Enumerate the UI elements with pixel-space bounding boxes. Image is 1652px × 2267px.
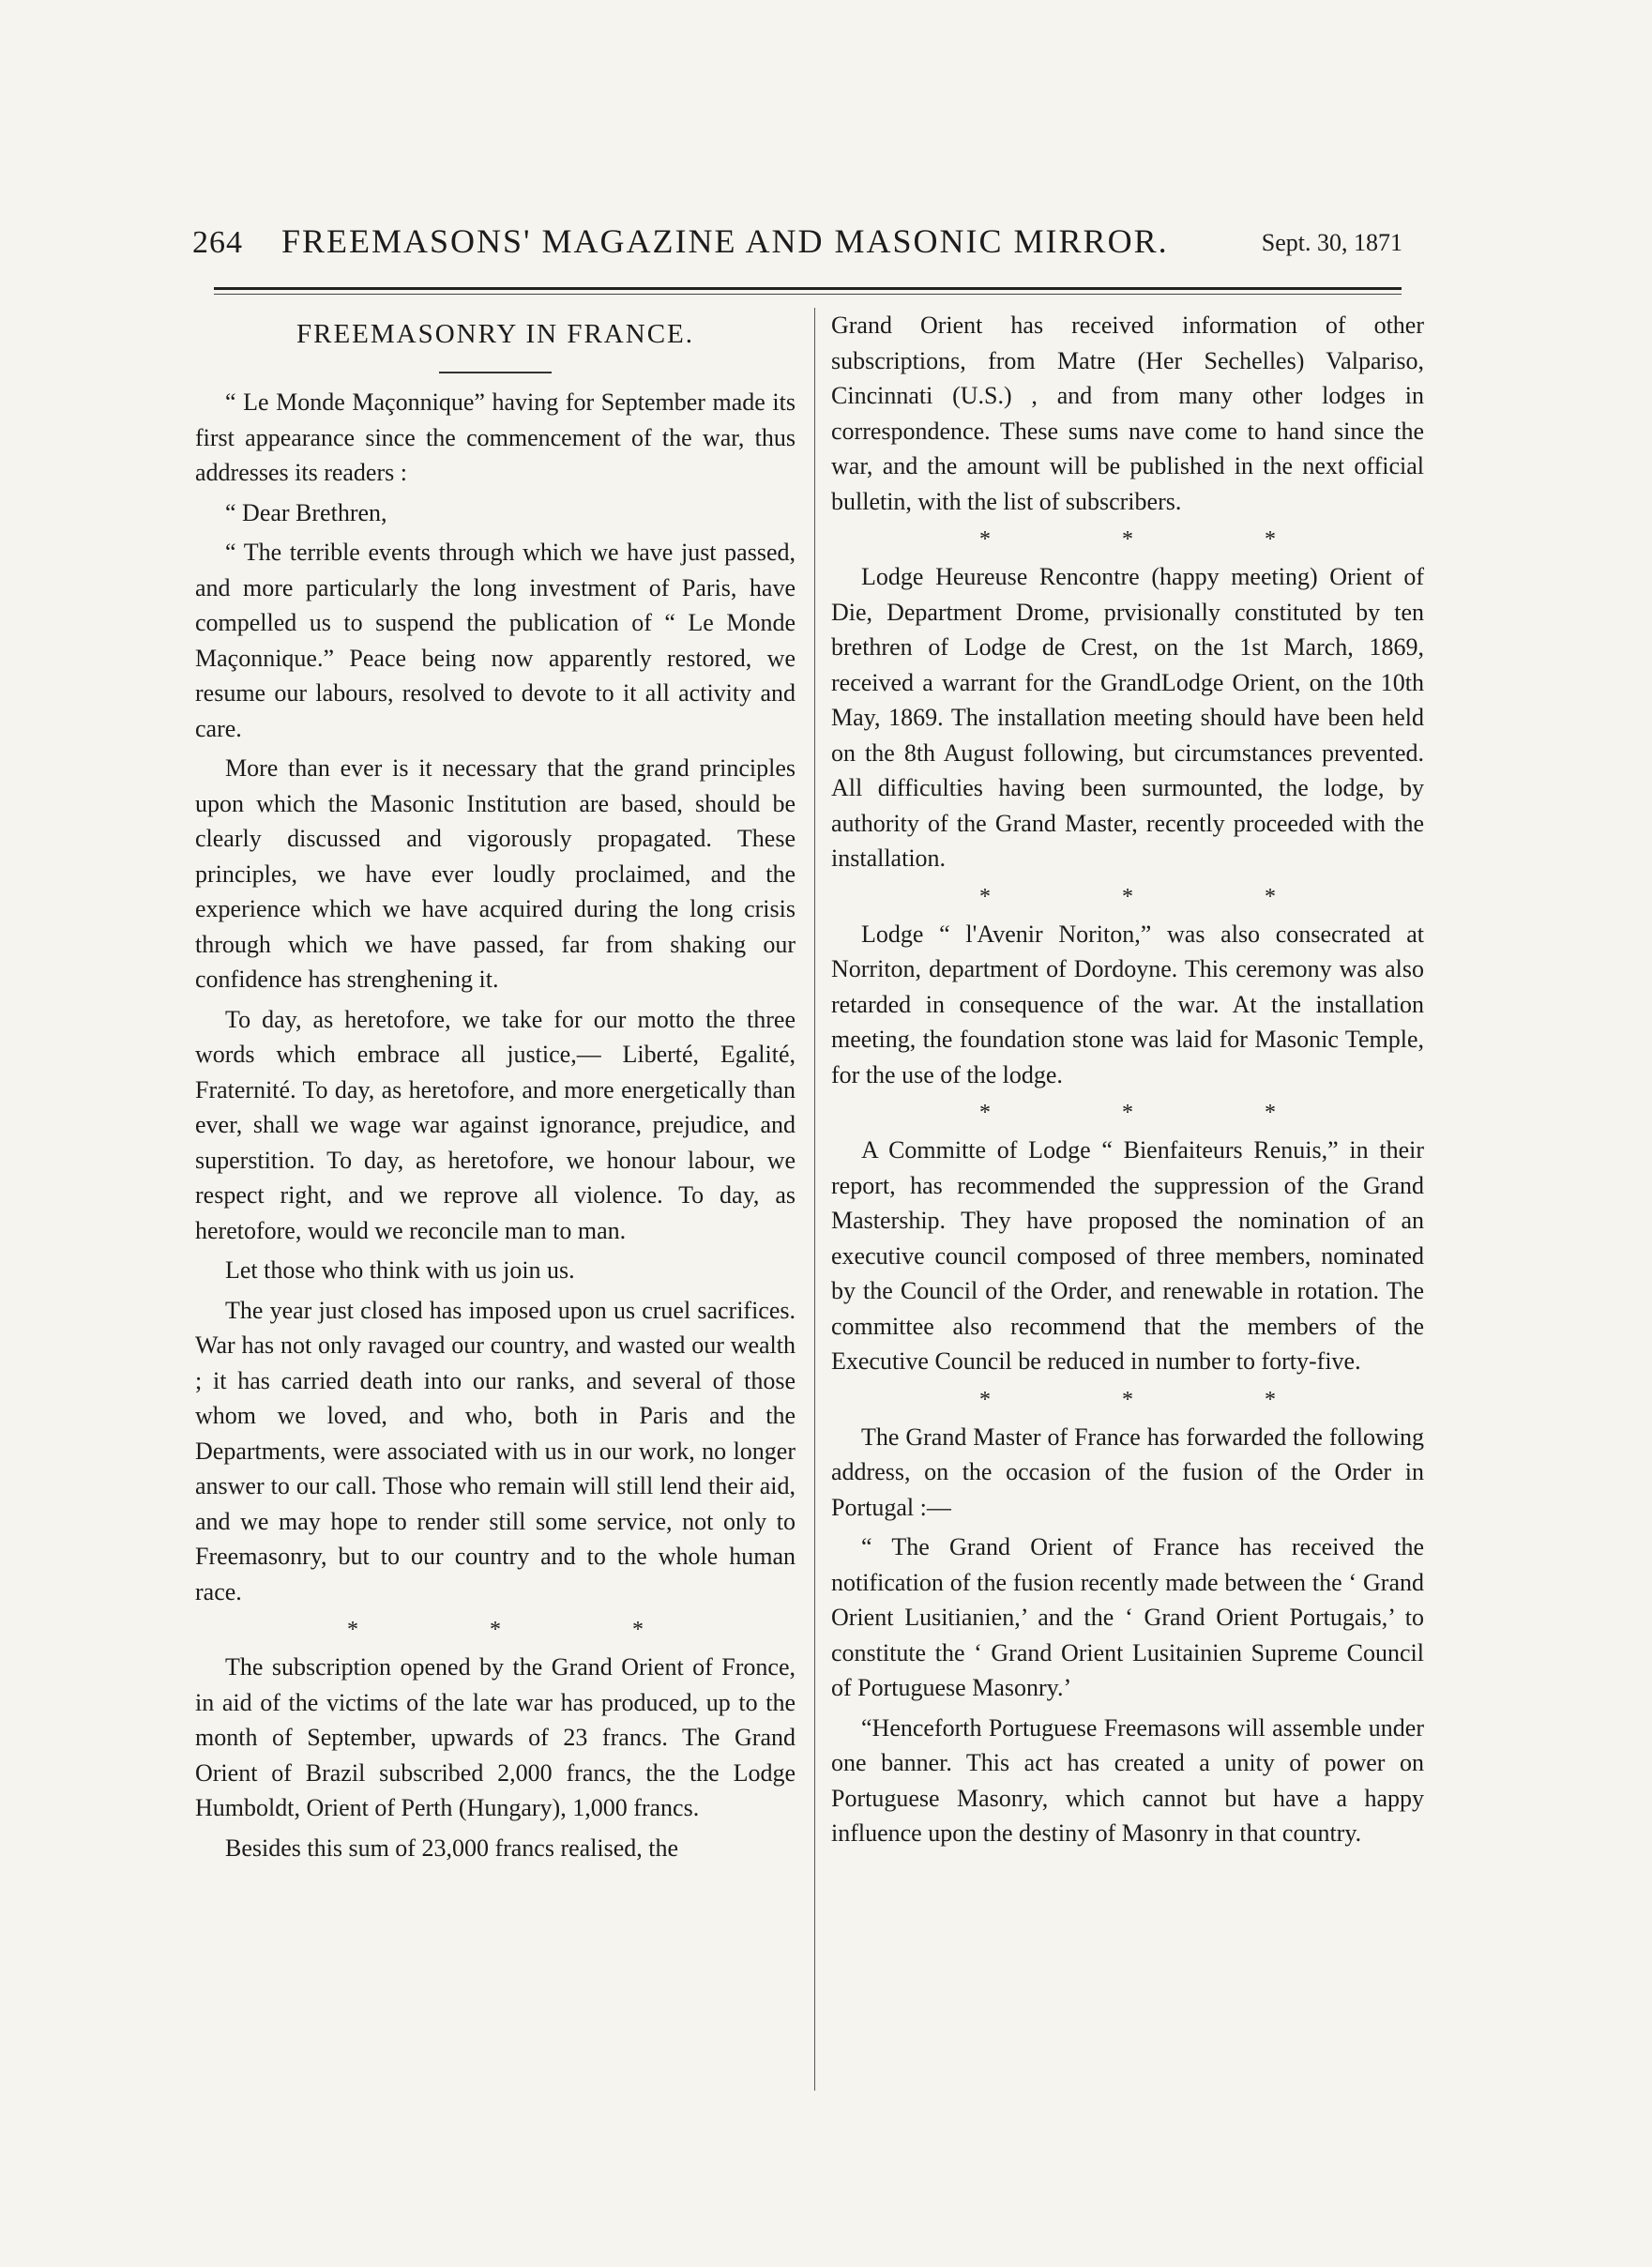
paragraph: To day, as heretofore, we take for our motto the three words which embrace all justice,— Liberté, Egalité, Fraternité. To day, as heretofore, and more energetically than ever, shall we wage war against ignorance, prejudice, and superstition. To day, as heretofore, we honour labour, we respect right, and we reprove all violence. To day, as heretofore, would we reconcile man to man. [195,1005,796,1244]
paragraph: “ Dear Brethren, [225,498,387,526]
issue-date: Sept. 30, 1871 [1261,229,1402,256]
title-rule [439,372,552,373]
right-column [831,308,1424,1856]
section-separator [831,1384,1424,1416]
asterisk: * [347,1618,358,1642]
paragraph: “ The Grand Orient of France has received the notification of the fusion recently made between the ‘ Grand Orient Lusitianien,’ and the ‘ Grand Orient Portugais,’ to constitute the ‘ Grand Orient Lusitainien Supreme Council of Portuguese Masonry.’ [831,1533,1424,1701]
asterisk: * [979,527,991,552]
paragraph: Grand Orient has received information of other subscriptions, from Matre (Her Sechelles) Valpariso, Cincinnati (U.S.) , and from many other lodges in correspondence. These sums nave come to hand since the war, and the amount will be published in the next official bulletin, with the list of subscribers. [831,312,1424,515]
journal-title: FREEMASONS' MAGAZINE AND MASONIC MIRROR. [281,222,1169,260]
section-separator [831,1097,1424,1129]
asterisk: * [490,1618,501,1642]
paragraph: The subscription opened by the Grand Orient of Fronce, in aid of the victims of the late war has produced, up to the month of September, upwards of 23 francs. The Grand Orient of Brazil subscribed 2,000 francs, the the Lodge Humboldt, Orient of Perth (Hungary), 1,000 francs. [195,1653,796,1821]
asterisk: * [979,884,991,909]
header-rule-thick [214,287,1402,290]
page-number: 264 [192,225,243,260]
asterisk: * [1122,527,1133,552]
asterisk: * [1265,527,1276,552]
asterisk: * [632,1618,644,1642]
asterisk: * [979,1387,991,1412]
section-separator [831,881,1424,913]
section-separator [831,524,1424,555]
asterisk: * [1122,1101,1133,1125]
paragraph: Besides this sum of 23,000 francs realised, the [225,1833,679,1862]
asterisk: * [1265,1387,1276,1412]
paragraph: Lodge “ l'Avenir Noriton,” was also consecrated at Norriton, department of Dordoyne. This ceremony was also retarded in consequence of the war. At the installation meeting, the foundation stone was laid for Masonic Temple, for the use of the lodge. [831,920,1424,1088]
asterisk: * [1265,884,1276,909]
paragraph: Let those who think with us join us. [225,1256,575,1284]
left-column [195,308,796,1870]
running-header [192,220,1402,272]
paragraph: “ The terrible events through which we have just passed, and more particularly the long investment of Paris, have compelled us to suspend the publication of “ Le Monde Maçonnique.” Peace being now apparently restored, we resume our labours, resolved to devote to it all activity and care. [195,539,796,742]
paragraph: A Committe of Lodge “ Bienfaiteurs Renuis,” in their report, has recommended the suppression of the Grand Mastership. They have proposed the nomination of an executive council composed of three members, nominated by the Council of the Order, and renewable in rotation. The committee also recommend that the members of the Executive Council be reduced in number to forty-five. [831,1136,1424,1375]
section-separator [195,1614,796,1646]
header-rule-thin [214,294,1402,295]
asterisk: * [1265,1101,1276,1125]
paragraph: Lodge Heureuse Rencontre (happy meeting) Orient of Die, Department Drome, prvisionally constituted by ten brethren of Lodge de Crest, on the 1st March, 1869, received a warrant for the GrandLodge Orient, on the 10th May, 1869. The installation meeting should have been held on the 8th August following, but circumstances prevented. All difficulties having been surmounted, the lodge, by authority of the Grand Master, recently proceeded with the installation. [831,563,1424,872]
paragraph: More than ever is it necessary that the grand principles upon which the Masonic Institution are based, should be clearly discussed and vigorously propagated. These principles, we have ever loudly proclaimed, and the experience which we have acquired during the long crisis through which we have passed, far from shaking our confidence has strenghening it. [195,754,796,993]
paragraph: “Henceforth Portuguese Freemasons will assemble under one banner. This act has created a unity of power on Portuguese Masonry, which cannot but have a happy influence upon the destiny of Masonry in that country. [831,1713,1424,1847]
asterisk: * [1122,884,1133,909]
asterisk: * [1122,1387,1133,1412]
column-divider [814,308,815,2091]
asterisk: * [979,1101,991,1125]
paragraph: The year just closed has imposed upon us cruel sacrifices. War has not only ravaged our country, and wasted our wealth ; it has carried death into our ranks, and several of those whom we loved, and who, both in Paris and the Departments, were associated with us in our work, no longer answer to our call. Those who remain will still lend their aid, and we may hope to render still some service, not only to Freemasonry, but to our country and to the whole human race. [195,1296,796,1605]
paragraph: “ Le Monde Maçonnique” having for September made its first appearance since the commencement of the war, thus addresses its readers : [195,388,796,486]
paragraph: The Grand Master of France has forwarded the following address, on the occasion of the fusion of the Order in Portugal :— [831,1423,1424,1521]
article-title: FREEMASONRY IN FRANCE. [296,319,695,349]
